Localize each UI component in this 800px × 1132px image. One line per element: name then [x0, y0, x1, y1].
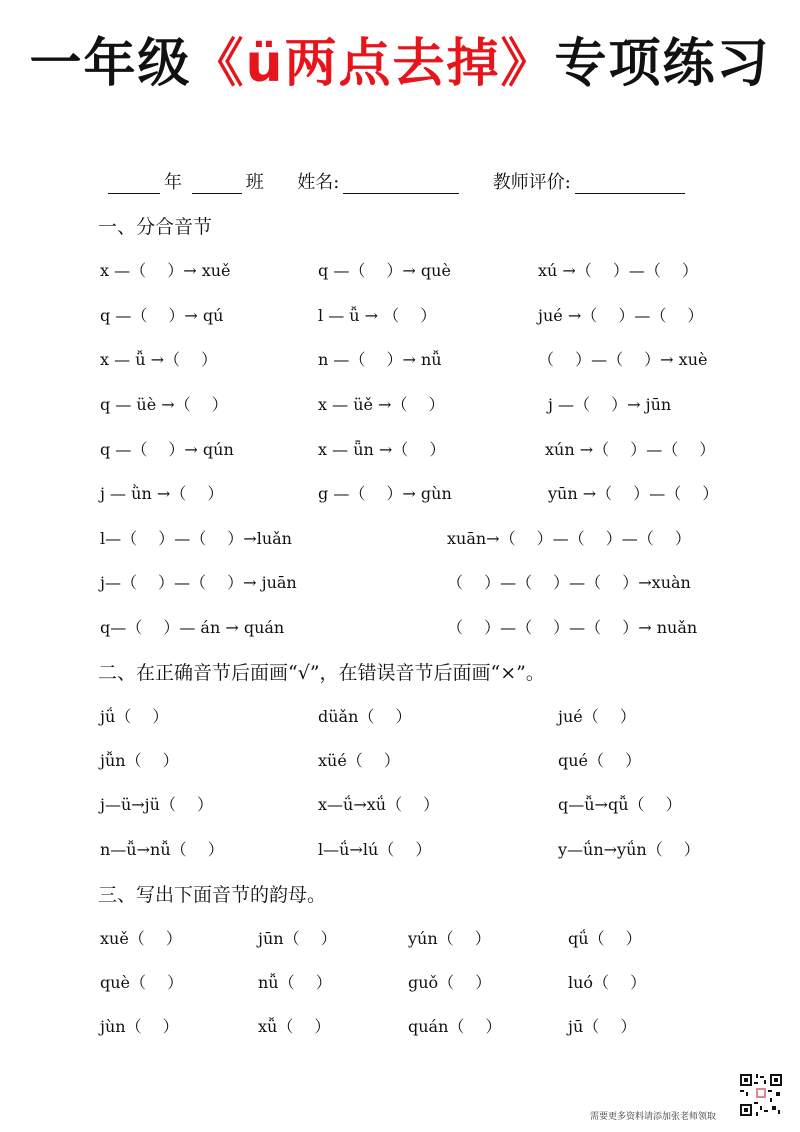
- title-part2: 《ü两点去掉》: [191, 34, 555, 94]
- s1-item: q —（ ）→ qú: [100, 306, 224, 325]
- s1-item: x — üě →（ ）: [318, 395, 445, 414]
- s1-item: q — üè →（ ）: [100, 395, 228, 414]
- s2-item: düǎn（ ）: [318, 707, 412, 726]
- s1-item: q —（ ）→ què: [318, 261, 451, 280]
- s3-item: quán（ ）: [408, 1017, 502, 1036]
- s1-item: （ ）—（ ）—（ ）→xuàn: [447, 573, 691, 592]
- s1-item: x —（ ）→ xuě: [100, 261, 231, 280]
- section1-title: 一、分合音节: [98, 216, 213, 238]
- s2-item: x—ǘ→xǘ（ ）: [318, 795, 440, 814]
- s2-item: jǚn（ ）: [100, 751, 179, 770]
- evaluation-label: 教师评价:: [492, 172, 571, 193]
- s1-item: n —（ ）→ nǚ: [318, 350, 442, 369]
- s1-item: xuān→（ ）—（ ）—（ ）: [447, 529, 691, 548]
- s1-item: x — ǖn →（ ）: [318, 440, 446, 459]
- page-title: [0, 34, 800, 94]
- s1-item: q—（ ）— án → quán: [100, 618, 285, 637]
- s2-item: jǘ（ ）: [100, 707, 169, 726]
- s2-item: q—ǚ→qǚ（ ）: [558, 795, 682, 814]
- name-blank[interactable]: [343, 175, 459, 194]
- s2-item: xüé（ ）: [318, 751, 400, 770]
- s3-item: jūn（ ）: [258, 929, 337, 948]
- s2-item: j—ü→jü（ ）: [100, 795, 214, 814]
- s1-item: g —（ ）→ gùn: [318, 484, 452, 503]
- s3-item: jū（ ）: [568, 1017, 637, 1036]
- s1-item: jué →（ ）—（ ）: [538, 306, 704, 325]
- s2-item: qué（ ）: [558, 751, 642, 770]
- section3-title: 三、写出下面音节的韵母。: [98, 884, 327, 906]
- s1-item: j—（ ）—（ ）→ juān: [100, 573, 297, 592]
- s2-item: y—ǘn→yǘn（ ）: [558, 840, 700, 859]
- qr-code: [738, 1072, 784, 1118]
- s1-item: j —（ ）→ jūn: [548, 395, 672, 414]
- s3-item: guǒ（ ）: [408, 973, 492, 992]
- s1-item: j — ǜn →（ ）: [100, 484, 224, 503]
- s3-item: xǚ（ ）: [258, 1017, 331, 1036]
- s2-item: n—ǚ→nǚ（ ）: [100, 840, 224, 859]
- s1-item: l — ǚ → （ ）: [318, 306, 437, 325]
- s1-item: x — ǚ →（ ）: [100, 350, 218, 369]
- class-label: 班: [245, 172, 264, 193]
- s1-item: l—（ ）—（ ）→luǎn: [100, 529, 292, 548]
- class-blank[interactable]: [192, 175, 242, 194]
- title-part3: 专项练习: [554, 34, 771, 94]
- grade-label: 年: [164, 172, 182, 193]
- qr-caption: 需要更多资料请添加张老师领取: [590, 1112, 717, 1122]
- s1-item: yūn →（ ）—（ ）: [548, 484, 719, 503]
- name-label: 姓名:: [297, 172, 340, 193]
- s1-item: （ ）—（ ）→ xuè: [538, 350, 708, 369]
- title-part1: 一年级: [29, 34, 192, 94]
- evaluation-blank[interactable]: [575, 175, 685, 194]
- s3-item: qǘ（ ）: [568, 929, 642, 948]
- s3-item: què（ ）: [100, 973, 184, 992]
- s3-item: luó（ ）: [568, 973, 647, 992]
- s3-item: nǚ（ ）: [258, 973, 332, 992]
- s1-item: xún →（ ）—（ ）: [545, 440, 716, 459]
- grade-blank[interactable]: [108, 175, 160, 194]
- s1-item: xú →（ ）—（ ）: [538, 261, 698, 280]
- section2-title: 二、在正确音节后面画“√”，在错误音节后面画“×”。: [98, 662, 545, 684]
- s1-item: （ ）—（ ）—（ ）→ nuǎn: [447, 618, 698, 637]
- s2-item: l—ǘ→lú（ ）: [318, 840, 432, 859]
- s3-item: jùn（ ）: [100, 1017, 179, 1036]
- s3-item: xuě（ ）: [100, 929, 182, 948]
- s2-item: jué（ ）: [558, 707, 636, 726]
- s3-item: yún（ ）: [408, 929, 491, 948]
- student-info-line: [104, 168, 689, 194]
- s1-item: q —（ ）→ qún: [100, 440, 234, 459]
